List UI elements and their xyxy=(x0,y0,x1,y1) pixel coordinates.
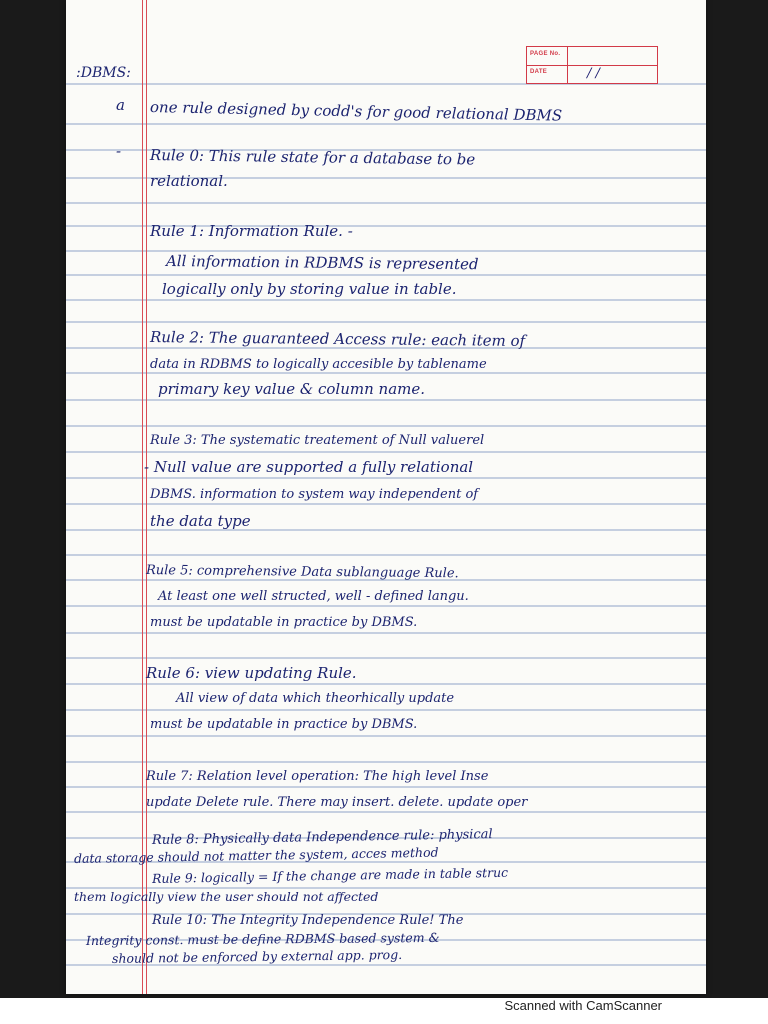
rule1-line-1: Rule 1: Information Rule. - xyxy=(150,222,353,240)
rule1-line-2: All information in RDBMS is represented xyxy=(165,252,479,274)
rule6-line-1: Rule 6: view updating Rule. xyxy=(146,664,357,682)
rule5-line-3: must be updatable in practice by DBMS. xyxy=(150,615,418,630)
rule9-line-2: them logically view the user should not affected xyxy=(74,889,379,904)
rule2-line-2: data in RDBMS to logically accesible by tablename xyxy=(150,357,487,372)
page-heading: :DBMS: xyxy=(76,65,131,81)
rule3-line-4: the data type xyxy=(150,512,251,530)
rule10-line-2: Integrity const. must be define RDBMS based system & xyxy=(85,929,440,948)
rule7-line-2: update Delete rule. There may insert. delete. update oper xyxy=(146,795,528,810)
rule0-line-1: Rule 0: This rule state for a database to be xyxy=(149,146,476,169)
rule0-line-2: relational. xyxy=(150,172,228,190)
intro-line: one rule designed by codd's for good relational DBMS xyxy=(149,98,563,125)
rule2-line-1: Rule 2: The guaranteed Access rule: each item of xyxy=(149,328,526,350)
rule8-line-2: data storage should not matter the system, acces method xyxy=(73,844,439,866)
rule9-line-1: Rule 9: logically = If the change are made in table struc xyxy=(151,864,509,886)
margin-line-left-inner xyxy=(146,0,147,994)
page-date-stamp xyxy=(526,46,658,84)
rule2-line-3: primary key value & column name. xyxy=(158,380,426,398)
rule6-line-2: All view of data which theorhically update xyxy=(176,691,455,706)
rule1-line-3: logically only by storing value in table. xyxy=(162,280,457,298)
rule3-line-3: DBMS. information to system way independent of xyxy=(150,487,479,502)
rule5-line-1: Rule 5: comprehensive Data sublanguage Rule. xyxy=(145,563,459,582)
rule10-line-3: should not be enforced by external app. prog. xyxy=(111,946,403,966)
notebook-page xyxy=(66,0,706,994)
rule6-line-3: must be updatable in practice by DBMS. xyxy=(150,717,418,732)
margin-line-left xyxy=(142,0,143,994)
rule8-line-1: Rule 8: Physically data Independence rule: physical xyxy=(151,827,493,848)
intro-bullet: a xyxy=(116,96,125,114)
camscanner-watermark: Scanned with CamScanner xyxy=(504,998,662,1013)
rule3-line-2: - Null value are supported a fully relational xyxy=(144,458,474,476)
rule3-line-1: Rule 3: The systematic treatement of Null valuerel xyxy=(150,433,485,448)
stamp-page-row xyxy=(527,47,657,66)
rule7-line-1: Rule 7: Relation level operation: The high level Inse xyxy=(146,769,489,784)
rule10-line-1: Rule 10: The Integrity Independence Rule! The xyxy=(152,913,464,928)
rule5-line-2: At least one well structed, well - defined langu. xyxy=(158,589,469,604)
date-value: / / xyxy=(587,66,600,81)
page-no-label: PAGE No. xyxy=(530,51,561,57)
date-label: DATE xyxy=(530,69,548,75)
scanner-footer xyxy=(0,998,768,1024)
stamp-divider xyxy=(567,47,568,83)
dash-mark: - xyxy=(116,142,122,160)
stamp-date-row xyxy=(527,65,657,83)
